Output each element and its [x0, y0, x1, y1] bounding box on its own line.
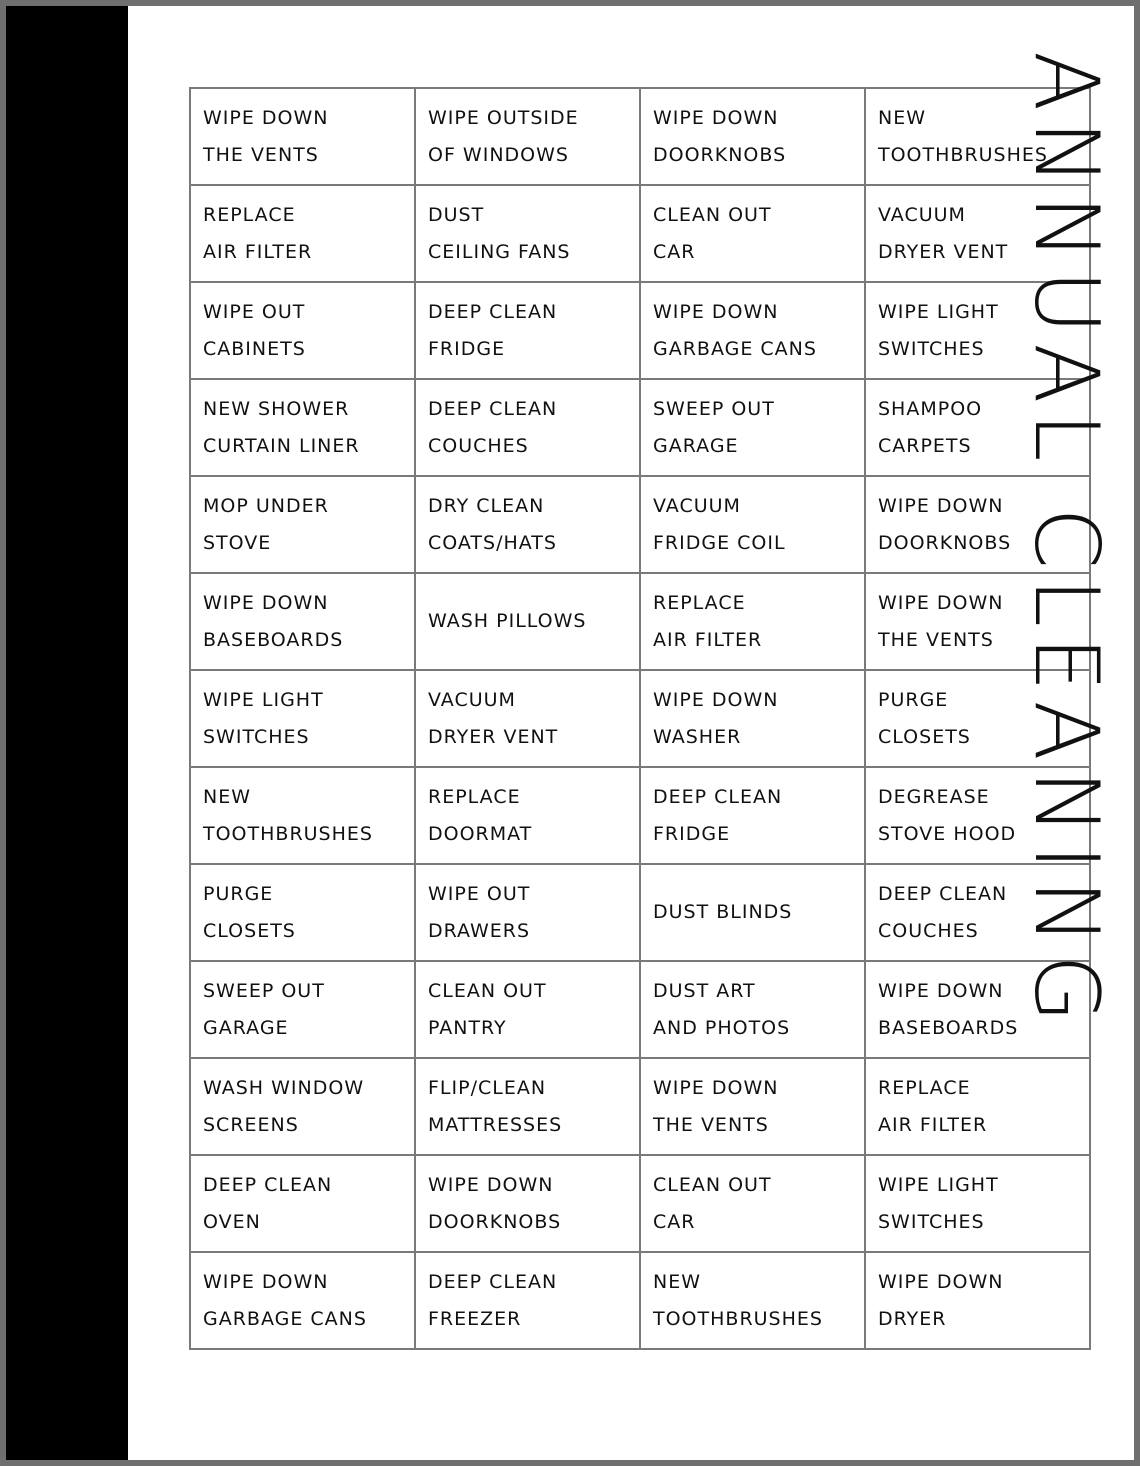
task-row: [190, 282, 1090, 379]
task-cell: MOP UNDER STOVE: [190, 476, 415, 573]
task-cell: WIPE OUT DRAWERS: [415, 864, 640, 961]
task-cell: WASH WINDOW SCREENS: [190, 1058, 415, 1155]
task-cell: WIPE DOWN DOORKNOBS: [640, 88, 865, 185]
task-row: [190, 1155, 1090, 1252]
task-cell: WIPE DOWN BASEBOARDS: [865, 961, 1090, 1058]
binder-spine: [6, 6, 128, 1460]
task-cell: SHAMPOO CARPETS: [865, 379, 1090, 476]
task-cell: VACUUM FRIDGE COIL: [640, 476, 865, 573]
task-cell: WIPE DOWN WASHER: [640, 670, 865, 767]
task-cell: FLIP/CLEAN MATTRESSES: [415, 1058, 640, 1155]
cleaning-task-grid: [189, 87, 1091, 1350]
task-cell: WIPE DOWN THE VENTS: [865, 573, 1090, 670]
task-cell: NEW SHOWER CURTAIN LINER: [190, 379, 415, 476]
task-cell: REPLACE AIR FILTER: [640, 573, 865, 670]
task-cell: NEW TOOTHBRUSHES: [640, 1252, 865, 1349]
task-cell: WIPE DOWN THE VENTS: [190, 88, 415, 185]
task-cell: WASH PILLOWS: [415, 573, 640, 670]
task-cell: VACUUM DRYER VENT: [865, 185, 1090, 282]
task-cell: WIPE DOWN GARBAGE CANS: [640, 282, 865, 379]
task-row: [190, 185, 1090, 282]
task-cell: DUST ART AND PHOTOS: [640, 961, 865, 1058]
task-grid-body: [190, 88, 1090, 1349]
task-cell: WIPE LIGHT SWITCHES: [190, 670, 415, 767]
task-row: [190, 767, 1090, 864]
task-cell: SWEEP OUT GARAGE: [190, 961, 415, 1058]
task-cell: WIPE DOWN DOORKNOBS: [865, 476, 1090, 573]
task-row: [190, 1252, 1090, 1349]
task-row: [190, 573, 1090, 670]
task-row: [190, 476, 1090, 573]
task-cell: WIPE DOWN BASEBOARDS: [190, 573, 415, 670]
page-title: ANNUAL CLEANING: [1015, 51, 1118, 1032]
task-row: [190, 1058, 1090, 1155]
task-row: [190, 864, 1090, 961]
task-cell: CLEAN OUT PANTRY: [415, 961, 640, 1058]
task-cell: DEEP CLEAN OVEN: [190, 1155, 415, 1252]
task-cell: NEW TOOTHBRUSHES: [865, 88, 1090, 185]
task-cell: PURGE CLOSETS: [865, 670, 1090, 767]
task-cell: WIPE DOWN THE VENTS: [640, 1058, 865, 1155]
task-cell: WIPE OUTSIDE OF WINDOWS: [415, 88, 640, 185]
task-row: [190, 670, 1090, 767]
task-cell: REPLACE AIR FILTER: [190, 185, 415, 282]
task-cell: CLEAN OUT CAR: [640, 1155, 865, 1252]
task-cell: CLEAN OUT CAR: [640, 185, 865, 282]
task-cell: WIPE LIGHT SWITCHES: [865, 282, 1090, 379]
task-cell: DUST BLINDS: [640, 864, 865, 961]
task-cell: WIPE DOWN DOORKNOBS: [415, 1155, 640, 1252]
task-cell: SWEEP OUT GARAGE: [640, 379, 865, 476]
task-row: [190, 961, 1090, 1058]
task-cell: VACUUM DRYER VENT: [415, 670, 640, 767]
task-cell: REPLACE AIR FILTER: [865, 1058, 1090, 1155]
task-cell: WIPE LIGHT SWITCHES: [865, 1155, 1090, 1252]
task-cell: NEW TOOTHBRUSHES: [190, 767, 415, 864]
task-cell: DEEP CLEAN FREEZER: [415, 1252, 640, 1349]
task-cell: DEGREASE STOVE HOOD: [865, 767, 1090, 864]
task-cell: PURGE CLOSETS: [190, 864, 415, 961]
task-cell: DUST CEILING FANS: [415, 185, 640, 282]
task-cell: DEEP CLEAN COUCHES: [415, 379, 640, 476]
task-cell: WIPE DOWN DRYER: [865, 1252, 1090, 1349]
task-cell: REPLACE DOORMAT: [415, 767, 640, 864]
task-cell: WIPE DOWN GARBAGE CANS: [190, 1252, 415, 1349]
task-row: [190, 88, 1090, 185]
task-cell: WIPE OUT CABINETS: [190, 282, 415, 379]
task-cell: DEEP CLEAN FRIDGE: [415, 282, 640, 379]
task-cell: DEEP CLEAN COUCHES: [865, 864, 1090, 961]
task-cell: DRY CLEAN COATS/HATS: [415, 476, 640, 573]
task-cell: DEEP CLEAN FRIDGE: [640, 767, 865, 864]
task-row: [190, 379, 1090, 476]
checklist-page: [6, 6, 1134, 1460]
